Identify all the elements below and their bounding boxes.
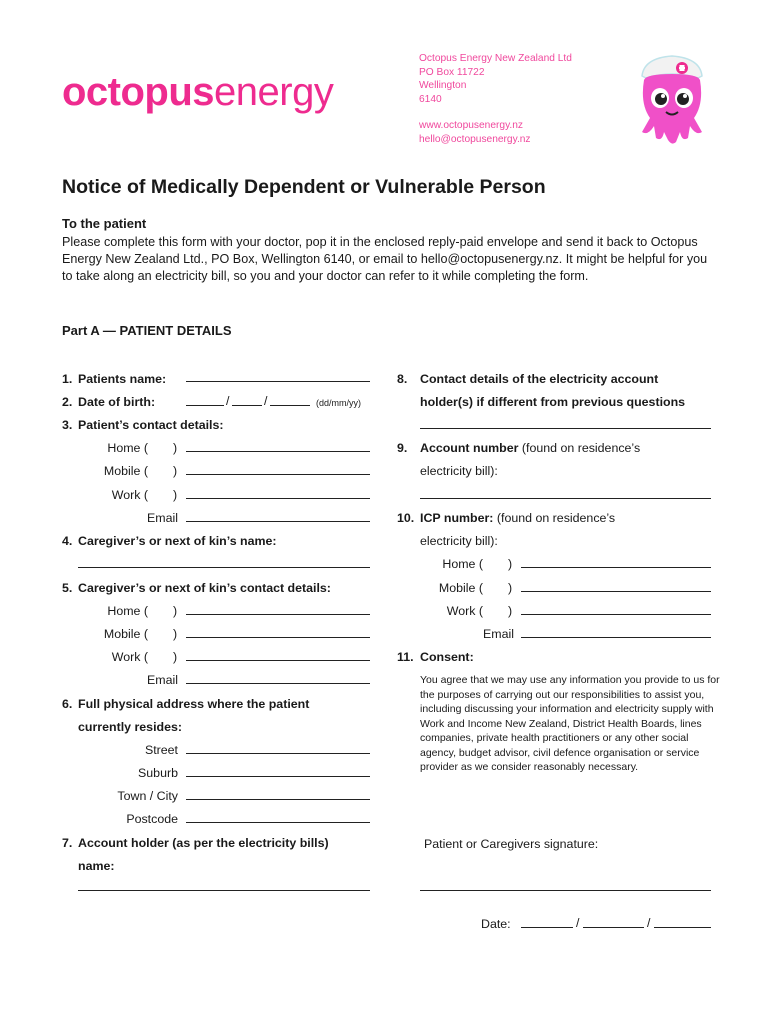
- logo-text-bold: octopus: [62, 70, 215, 114]
- q4-number: 4.: [62, 534, 73, 548]
- patient-name-field[interactable]: [186, 381, 370, 382]
- paren: ): [173, 441, 178, 455]
- q5-number: 5.: [62, 581, 73, 595]
- caregiver-home-label: Home (: [107, 604, 148, 618]
- patient-home-label: Home (: [107, 441, 148, 455]
- street-field[interactable]: [186, 753, 370, 754]
- q11-number: 11.: [397, 650, 414, 664]
- address-company: Octopus Energy New Zealand Ltd: [419, 53, 572, 64]
- patient-home-phone-field[interactable]: [186, 451, 370, 452]
- icp-email-label: Email: [483, 627, 514, 641]
- address-city: Wellington: [419, 80, 467, 92]
- caregiver-mobile-field[interactable]: [186, 637, 370, 638]
- postcode-field[interactable]: [186, 822, 370, 823]
- date-slash: /: [576, 916, 580, 930]
- dob-month-field[interactable]: [232, 405, 262, 406]
- signature-field[interactable]: [420, 890, 711, 891]
- q4-label: [62, 534, 277, 548]
- company-address: [419, 52, 572, 147]
- consent-text: You agree that we may use any information you provide to us for the purposes of carrying out our responsibilities to assist you, including discussing your information and electricity supply with Work and Income New Zealand, District Health Boards, lines companies, private health practitioners or any other social agency, budget advisor, civil defence organisation or service provider as we consider reasonably necessary.: [420, 674, 720, 773]
- q10-text-rest: (found on residence’s: [493, 511, 616, 525]
- paren: ): [508, 557, 513, 571]
- brand-logo: [62, 70, 333, 115]
- patient-mobile-field[interactable]: [186, 474, 370, 475]
- street-label: Street: [144, 743, 178, 757]
- q9-text-rest: (found on residence’s: [518, 441, 641, 455]
- q8-number: 8.: [397, 372, 408, 386]
- caregiver-work-phone-field[interactable]: [186, 660, 370, 661]
- q1-text: Patients name:: [78, 372, 167, 386]
- q8-label: [397, 372, 658, 386]
- account-number-field[interactable]: [420, 498, 711, 499]
- patient-work-label: Work (: [111, 488, 148, 502]
- paren: ): [508, 604, 513, 618]
- town-city-field[interactable]: [186, 799, 370, 800]
- q9-text-line2: electricity bill):: [420, 464, 498, 478]
- intro-heading: To the patient: [62, 216, 147, 231]
- patient-work-phone-field[interactable]: [186, 498, 370, 499]
- icp-home-label: Home (: [442, 557, 483, 571]
- q1-number: 1.: [62, 372, 73, 386]
- address-postcode: 6140: [419, 93, 442, 105]
- q10-number: 10.: [397, 511, 415, 525]
- q5-text: Caregiver’s or next of kin’s contact details:: [78, 581, 331, 595]
- caregiver-home-phone-field[interactable]: [186, 614, 370, 615]
- q8-text: Contact details of the electricity account: [420, 372, 659, 386]
- dob-day-field[interactable]: [186, 405, 224, 406]
- postcode-label: Postcode: [126, 812, 178, 826]
- paren: ): [508, 581, 513, 595]
- q2-text: Date of birth:: [78, 395, 156, 409]
- q2-label: [62, 395, 155, 409]
- dob-year-field[interactable]: [270, 405, 310, 406]
- caregiver-work-label: Work (: [111, 650, 148, 664]
- paren: ): [173, 488, 178, 502]
- q7-text-line2: name:: [78, 859, 115, 873]
- q8-text-line2: holder(s) if different from previous questions: [420, 395, 686, 409]
- date-label: Date:: [481, 917, 511, 931]
- intro-text: Please complete this form with your doctor, pop it in the enclosed reply-paid envelope and send it back to Octopus Energy New Zealand Ltd., PO Box, Wellington 6140, or email to hello@octopusenergy.nz. It might be helpful for you to take along an electricity bill, so you and your doctor can refer to it while completing the form.: [62, 235, 708, 284]
- address-website[interactable]: www.octopusenergy.nz: [419, 120, 524, 132]
- caregiver-email-field[interactable]: [186, 683, 370, 684]
- town-city-label: Town / City: [117, 789, 178, 803]
- q3-number: 3.: [62, 418, 73, 432]
- q11-label: [397, 650, 474, 664]
- signature-label: Patient or Caregivers signature:: [424, 837, 599, 851]
- paren: ): [173, 650, 178, 664]
- form-title: Notice of Medically Dependent or Vulnerable Person: [62, 176, 546, 198]
- q1-label: [62, 372, 166, 386]
- date-month-field[interactable]: [583, 927, 644, 928]
- account-holder-name-field[interactable]: [78, 890, 370, 891]
- q10-label: [397, 511, 615, 525]
- icp-work-label: Work (: [446, 604, 483, 618]
- q9-number: 9.: [397, 441, 408, 455]
- suburb-label: Suburb: [138, 766, 178, 780]
- patient-email-field[interactable]: [186, 521, 370, 522]
- q11-text: Consent:: [420, 650, 474, 664]
- dob-format-hint: (dd/mm/yy): [316, 398, 361, 408]
- account-holder-contact-field[interactable]: [420, 428, 711, 429]
- q2-number: 2.: [62, 395, 73, 409]
- address-po-box: PO Box 11722: [419, 66, 485, 78]
- caregiver-email-label: Email: [147, 673, 178, 687]
- q6-number: 6.: [62, 697, 73, 711]
- patient-mobile-label: Mobile (: [103, 464, 148, 478]
- icp-home-field[interactable]: [521, 567, 711, 568]
- q6-text: Full physical address where the patient: [78, 697, 310, 711]
- q10-text: ICP number:: [420, 511, 494, 525]
- paren: ): [173, 604, 178, 618]
- suburb-field[interactable]: [186, 776, 370, 777]
- q10-text-line2: electricity bill):: [420, 534, 498, 548]
- paren: ): [173, 464, 178, 478]
- logo-text-light: energy: [214, 70, 334, 114]
- paren: ): [173, 627, 178, 641]
- part-a-heading: Part A — PATIENT DETAILS: [62, 323, 232, 338]
- dob-slash: /: [264, 394, 268, 408]
- caregiver-name-field[interactable]: [78, 567, 370, 568]
- q9-label: [397, 441, 640, 455]
- q6-label: [62, 697, 309, 711]
- caregiver-mobile-label: Mobile (: [103, 627, 148, 641]
- dob-slash: /: [226, 394, 230, 408]
- icp-work-field[interactable]: [521, 614, 711, 615]
- q4-text: Caregiver’s or next of kin’s name:: [78, 534, 277, 548]
- q5-label: [62, 581, 331, 595]
- icp-email-field[interactable]: [521, 637, 711, 638]
- q7-number: 7.: [62, 836, 73, 850]
- q7-text: Account holder (as per the electricity bills): [78, 836, 329, 850]
- octopus-nurse-mascot-icon: [632, 52, 712, 146]
- q3-text: Patient’s contact details:: [78, 418, 224, 432]
- icp-mobile-field[interactable]: [521, 591, 711, 592]
- date-slash: /: [647, 916, 651, 930]
- address-email[interactable]: hello@octopusenergy.nz: [419, 133, 531, 145]
- date-day-field[interactable]: [521, 927, 573, 928]
- patient-email-label: Email: [147, 511, 178, 525]
- q6-text-line2: currently resides:: [78, 720, 182, 734]
- date-year-field[interactable]: [654, 927, 711, 928]
- q7-label: [62, 836, 329, 850]
- q9-text: Account number: [420, 441, 519, 455]
- icp-mobile-label: Mobile (: [438, 581, 483, 595]
- q3-label: [62, 418, 224, 432]
